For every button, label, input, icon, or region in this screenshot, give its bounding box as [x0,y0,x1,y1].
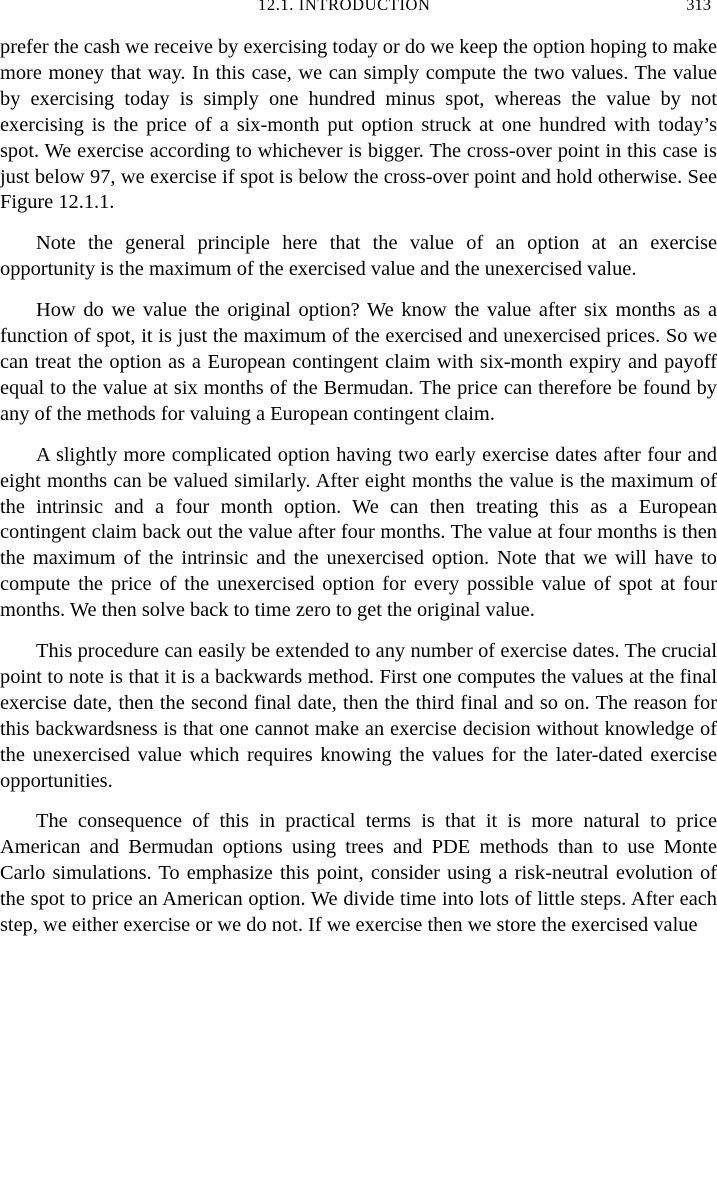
running-header [0,0,717,16]
section-title: 12.1. INTRODUCTION [258,0,431,14]
paragraph-consequence: The consequence of this in practical terms is that it is more natural to price American and Bermudan options using trees and PDE methods than to use Monte Carlo simulations. To emphasize this point, consider using a risk-neutral evolution of the spot to price an American option. We divide time into lots of little steps. After each step, we either exercise or we do not. If we exercise then we store the exercised value [0,810,717,937]
paragraph-backwards-method: This procedure can easily be extended to any number of exercise dates. The crucial point to note is that it is a backwards method. First one computes the values at the final exercise date, then the second final date, then the third final and so on. The reason for this backwardsness is that one cannot make an exercise decision without knowledge of the unexercised value which requires knowing the values for the later-dated exercise opportunities. [0,640,717,792]
paragraph-two-exercise-dates: A slightly more complicated option having two early exercise dates after four and eight months can be valued similarly. After eight months the value is the maximum of the intrinsic and a four month option. We can then treating this as a European contingent claim back out the value after four months. The value at four months is then the maximum of the intrinsic and the unexercised option. Note that we will have to compute the price of the unexercised option for every possible value of spot at four months. We then solve back to time zero to get the original value. [0,443,717,622]
paragraph-original-option: How do we value the original option? We know the value after six months as a function of spot, it is just the maximum of the exercised and unexercised prices. So we can treat the option as a European contingent claim with six-month expiry and payoff equal to the value at six months of the Bermudan. The price can therefore be found by any of the methods for valuing a European contingent claim. [0,299,717,425]
body-text [0,35,717,1181]
paragraph-continued: prefer the cash we receive by exercising today or do we keep the option hoping to make more money that way. In this case, we can simply compute the two values. The value by exercising today is simply one hundred minus spot, whereas the value by not exercising is the price of a six-month put option struck at one hundred with today’s spot. We exercise according to whichever is bigger. The cross-over point in this case is just below 97, we exercise if spot is below the cross-over point and hold otherwise. See Figure 12.1.1. [0,36,717,214]
page-number: 313 [686,0,711,14]
paragraph-general-principle: Note the general principle here that the value of an option at an exercise opportunity is the maximum of the exercised value and the unexercised value. [0,232,717,281]
